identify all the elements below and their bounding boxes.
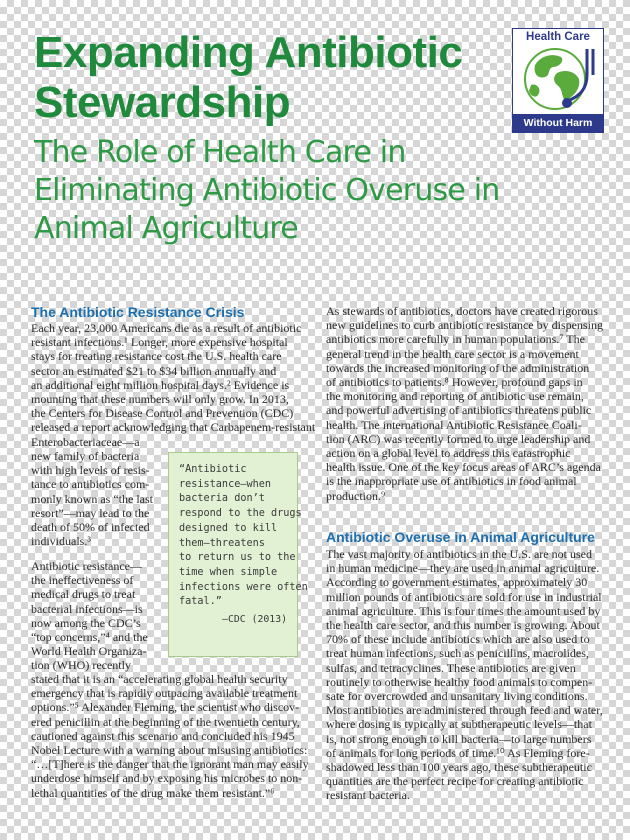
left-paragraph-cre: [31, 449, 166, 548]
right-paragraph-stewards: [326, 304, 606, 503]
text-line: cautioned against this scenario and concluded his 1945: [31, 728, 295, 743]
text-line: stated that it is an “accelerating global health security: [31, 672, 288, 686]
text-line: options.”⁵ Alexander Fleming, the scientist who discov-: [31, 700, 300, 715]
text-line: now among the CDC’s: [31, 615, 141, 630]
section-heading-overuse: Antibiotic Overuse in Animal Agriculture: [326, 529, 595, 545]
text-line: tance to antibiotics com-: [31, 477, 150, 492]
text-line: action on a global level to address this catastrophic: [326, 446, 571, 461]
left-paragraph-fleming: [31, 672, 309, 800]
text-line: new guidelines to curb antibiotic resistance by dispensing: [326, 318, 603, 333]
text-line: released a report acknowledging that Carbapenem-resistant: [31, 420, 316, 435]
left-paragraph-intro: [31, 321, 316, 449]
text-line: million pounds of antibiotics are sold for use in industrial: [326, 589, 602, 604]
text-line: Antibiotic resistance—: [31, 559, 142, 573]
text-line: sulfas, and tetracyclines. These antibiotics are given: [326, 660, 576, 675]
text-line: medical drugs to treat: [31, 587, 136, 602]
pull-quote-text: [179, 463, 308, 610]
text-line: in human medicine—they are used in animal agriculture.: [326, 561, 600, 576]
quote-line: time when simple: [179, 566, 278, 578]
text-line: death of 50% of infected: [31, 520, 150, 535]
text-line: an additional eight million hospital days.² Evidence is: [31, 377, 290, 392]
page-subtitle: The Role of Health Care in Eliminating Antibiotic Overuse in Animal Agriculture: [34, 135, 500, 246]
text-line: Enterobacteriaceae—a: [31, 434, 140, 449]
quote-line: infections were often: [179, 581, 308, 593]
text-line: Each year, 23,000 Americans die as a result of antibiotic: [31, 321, 302, 335]
text-line: monly known as “the last: [31, 491, 153, 506]
text-line: with high levels of resis-: [31, 463, 150, 478]
text-line: lethal quantities of the drug make them resistant.”⁶: [31, 785, 275, 800]
hcwh-logo: [512, 28, 604, 133]
text-line: antibiotics more carefully in human populations.⁷ The: [326, 332, 585, 347]
section-heading-resistance-crisis: The Antibiotic Resistance Crisis: [31, 304, 245, 320]
text-line: Nobel Lecture with a warning about misusing antibiotics:: [31, 743, 308, 758]
text-line: Most antibiotics are administered through feed and water,: [326, 703, 603, 718]
text-line: resistant bacteria.: [326, 788, 410, 803]
text-line: stays for treating resistance cost the U.S. health care: [31, 349, 282, 364]
text-line: “top concerns,”⁴ and the: [31, 630, 148, 645]
text-line: The vast majority of antibiotics in the U.S. are not used: [326, 547, 592, 561]
text-line: 70% of these include antibiotics which are also used to: [326, 632, 590, 647]
quote-line: fatal.”: [179, 596, 222, 608]
text-line: of antibiotics to patients.⁸ However, profound gaps in: [326, 375, 583, 390]
text-line: where dosing is typically at subtherapeutic levels—that: [326, 717, 592, 732]
text-line: the monitoring and reporting of antibiotic use remain,: [326, 389, 584, 404]
globe-with-stethoscope-icon: [517, 45, 599, 113]
text-line: sector an estimated $21 to $34 billion annually and: [31, 363, 277, 378]
text-line: mounting that these numbers will only grow. In 2013,: [31, 392, 289, 407]
text-line: production.⁹: [326, 488, 386, 503]
text-line: health issue. One of the key focus areas of ARC’s agenda: [326, 460, 601, 475]
text-line: tion (ARC) was recently formed to urge leadership and: [326, 431, 591, 446]
text-line: quantities are the perfect recipe for creating antibiotic: [326, 774, 584, 789]
text-line: animal agriculture. This is four times the amount used by: [326, 603, 601, 618]
text-line: ered penicillin at the beginning of the twentieth century,: [31, 714, 300, 729]
pull-quote-citation: –CDC (2013): [222, 614, 287, 626]
text-line: health. The international Antibiotic Resistance Coali-: [326, 417, 582, 432]
quote-line: resistance—when: [179, 478, 272, 490]
text-line: sate for overcrowded and unsanitary living conditions.: [326, 689, 588, 704]
pull-quote-box: [168, 452, 308, 657]
text-line: resort”—may lead to the: [31, 505, 150, 520]
text-line: the ineffectiveness of: [31, 573, 134, 588]
text-line: and powerful advertising of antibiotics threatens public: [326, 403, 592, 418]
logo-top-text: Health Care: [526, 31, 590, 43]
text-line: treat human infections, such as penicillins, macrolides,: [326, 646, 589, 661]
text-line: general trend in the health care sector is a movement: [326, 346, 579, 361]
text-line: is the inappropriate use of antibiotics in food animal: [326, 474, 577, 489]
right-paragraph-overuse: [326, 547, 606, 803]
text-line: World Health Organiza-: [31, 644, 147, 659]
text-line: shadowed less than 100 years ago, these subtherapeutic: [326, 760, 592, 775]
text-line: According to government estimates, approximately 30: [326, 575, 588, 590]
text-line: individuals.³: [31, 534, 91, 549]
left-paragraph-resistance: [31, 559, 166, 673]
text-line: underdose himself and by exposing his microbes to non-: [31, 771, 303, 786]
text-line: emergency that is rapidly outpacing available treatment: [31, 686, 298, 701]
text-line: the health care sector, and this number is growing. About: [326, 618, 600, 633]
quote-line: them—threatens: [179, 537, 265, 549]
text-line: tion (WHO) recently: [31, 658, 131, 673]
text-line: As stewards of antibiotics, doctors have created rigorous: [326, 304, 598, 318]
text-line: towards the increased monitoring of the administration: [326, 360, 590, 375]
quote-line: respond to the drugs: [179, 508, 302, 520]
quote-line: “Antibiotic: [179, 464, 247, 475]
text-line: resistant infections.¹ Longer, more expensive hospital: [31, 335, 288, 350]
text-line: the Centers for Disease Control and Prevention (CDC): [31, 406, 294, 421]
text-line: “…[T]here is the danger that the ignorant man may easily: [31, 757, 309, 772]
text-line: new family of bacteria: [31, 449, 140, 463]
quote-line: designed to kill: [179, 522, 278, 534]
text-line: is, not strong enough to kill bacteria—to large numbers: [326, 731, 592, 746]
quote-line: to return us to the: [179, 552, 296, 564]
text-line: bacterial infections—is: [31, 601, 143, 616]
text-line: routinely to otherwise healthy food animals to compen-: [326, 674, 593, 689]
quote-line: bacteria don’t: [179, 493, 265, 505]
page-title: Expanding Antibiotic Stewardship: [34, 28, 463, 127]
logo-bottom-text: Without Harm: [513, 114, 603, 132]
text-line: of animals for long periods of time.¹⁰ As Fleming fore-: [326, 745, 590, 760]
